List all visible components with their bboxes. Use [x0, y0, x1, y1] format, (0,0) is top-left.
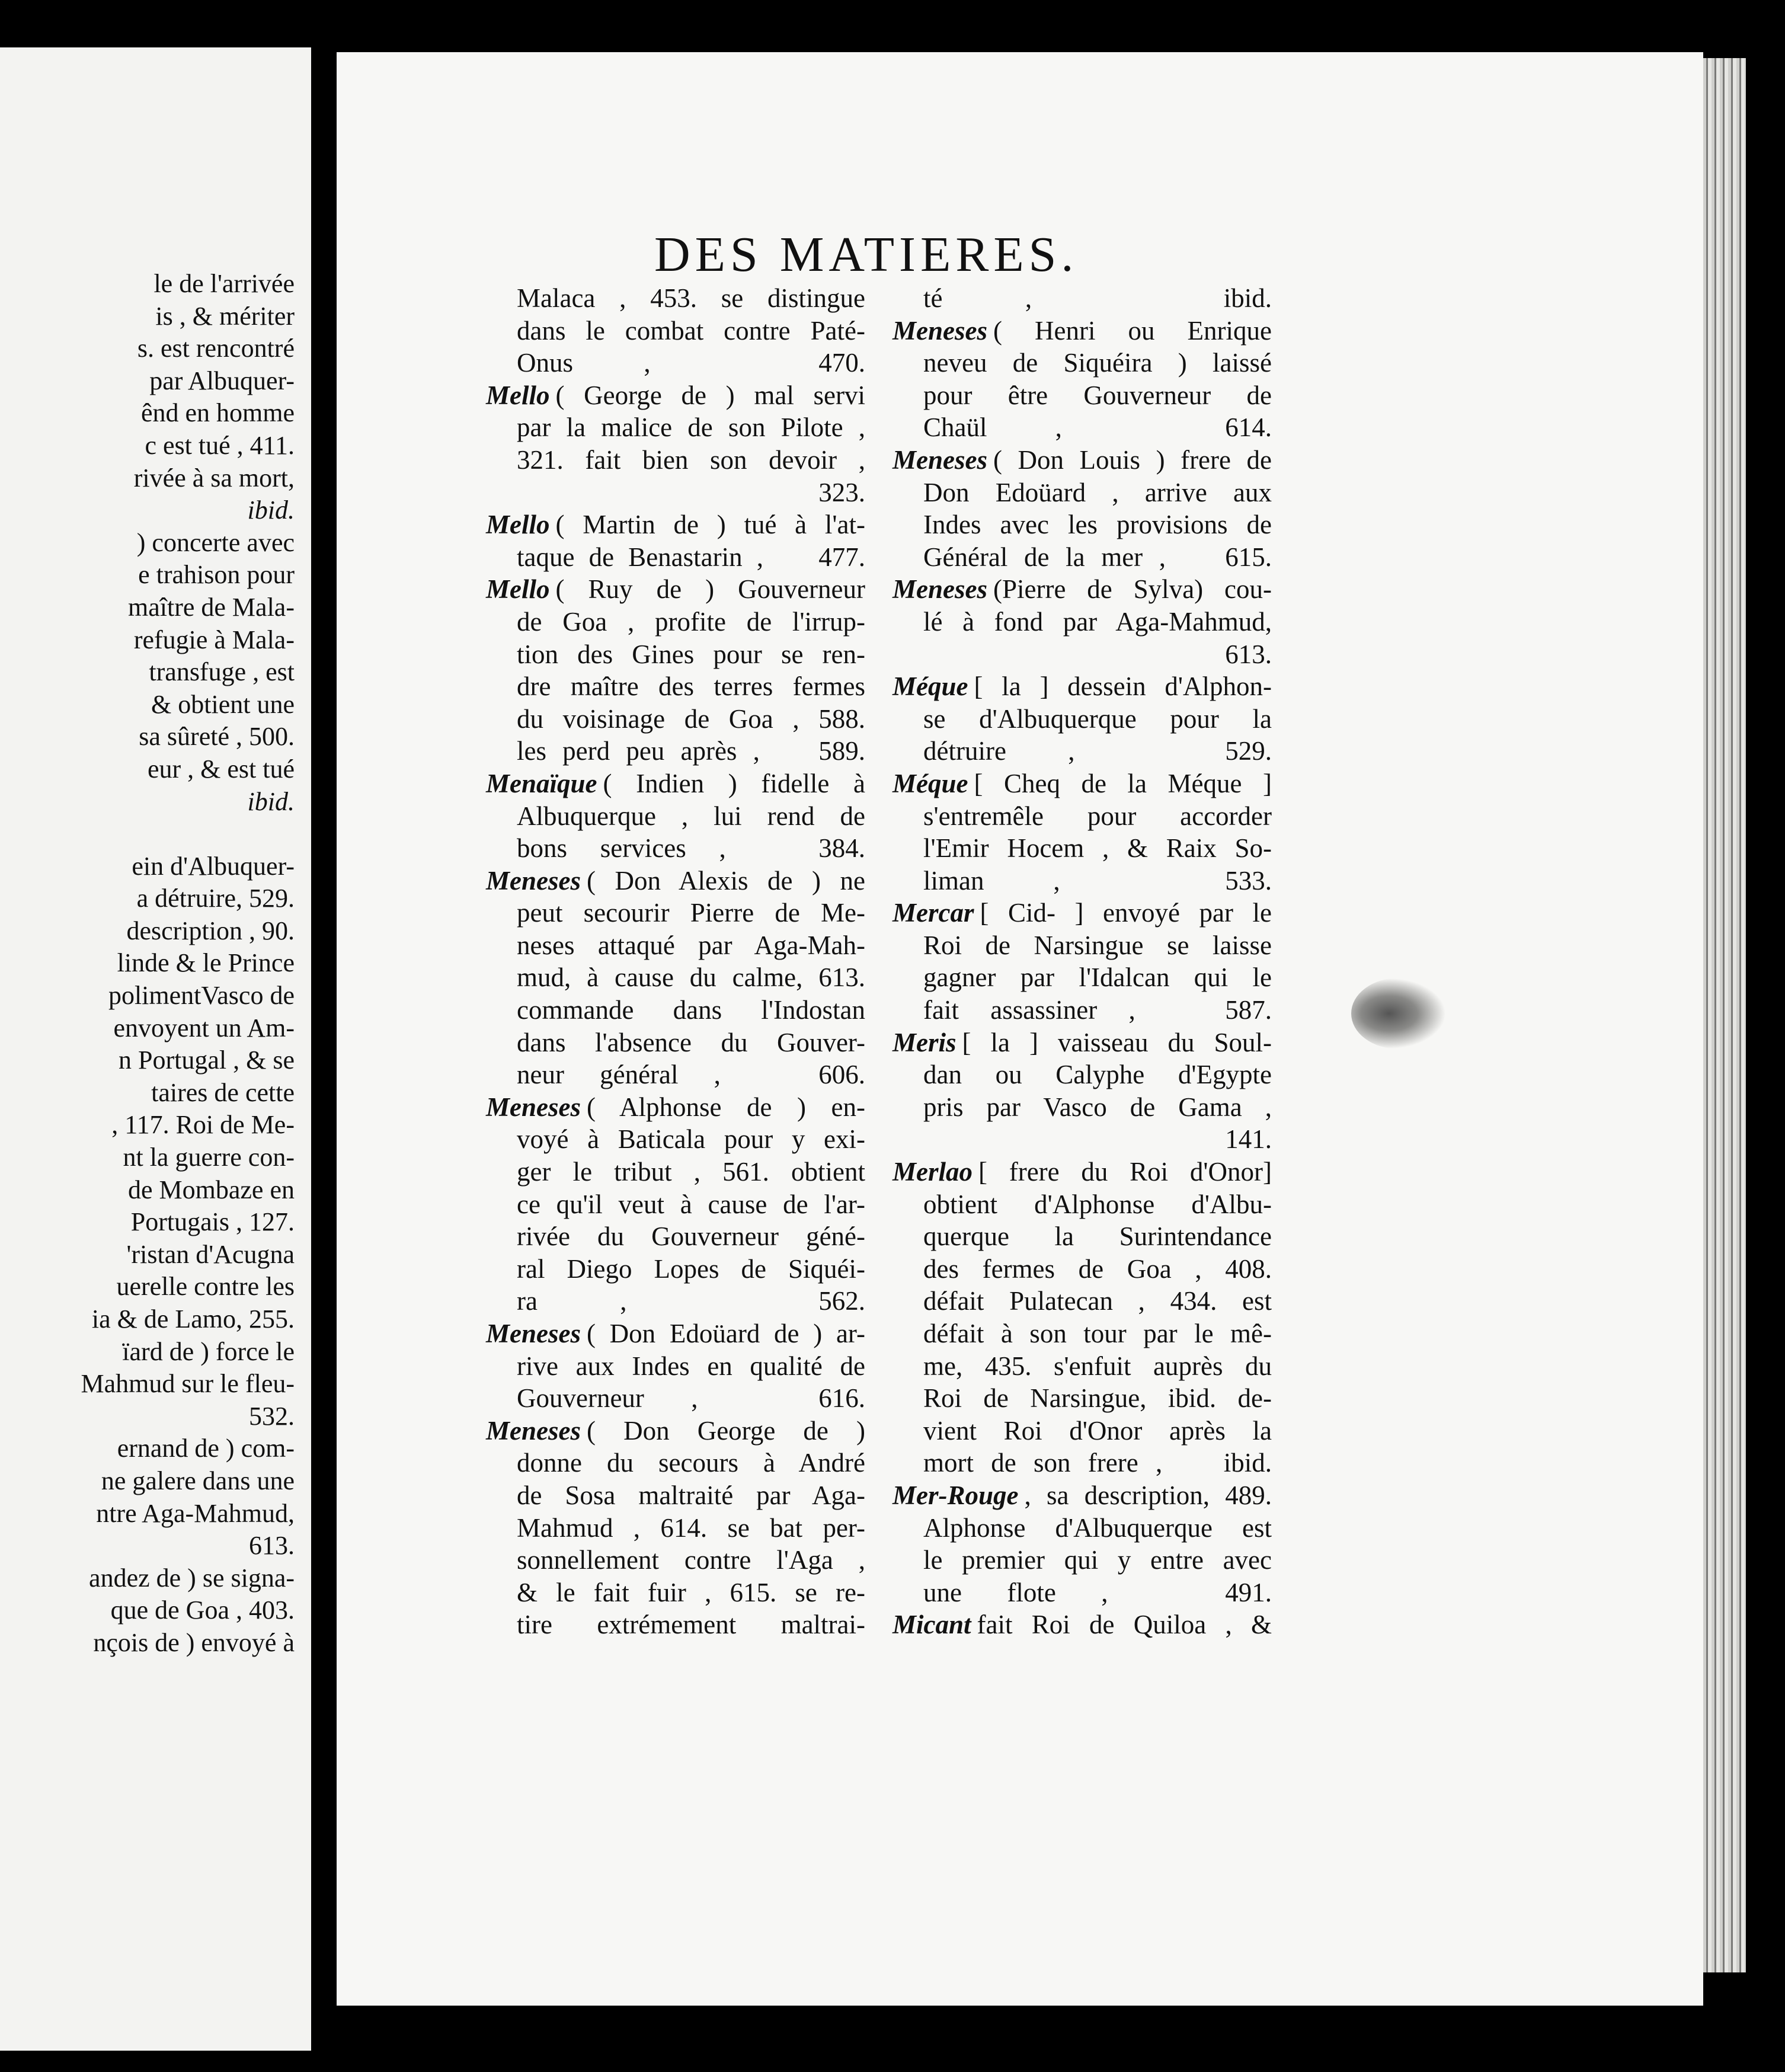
index-keyword: Meneses — [892, 445, 987, 475]
index-entry — [486, 509, 865, 541]
index-keyword: Meris — [892, 1027, 957, 1057]
index-continuation-line: liman , 533. — [923, 865, 1272, 896]
previous-page-line: sa sûreté , 500. — [139, 722, 295, 752]
previous-page-line: s. est rencontré — [137, 334, 295, 363]
index-keyword: Meneses — [486, 1319, 581, 1348]
index-continuation-line: Gouverneur , 616. — [517, 1383, 865, 1414]
index-continuation-line: Malaca , 453. se distingue — [517, 283, 865, 313]
index-entry-text: [ Cid- ] envoyé par le — [980, 898, 1272, 928]
index-continuation-line: & le fait fuir , 615. se re- — [517, 1577, 865, 1607]
previous-page-line: transfuge , est — [149, 657, 295, 687]
previous-page-line: is , & mériter — [155, 301, 295, 331]
index-continuation-line: querque la Surintendance — [923, 1222, 1272, 1252]
index-continuation-line: dans l'absence du Gouver- — [517, 1027, 865, 1057]
index-column-left — [486, 282, 865, 1641]
index-continuation-line: Alphonse d'Albuquerque est — [923, 1513, 1272, 1543]
index-entry-text: ( Don Alexis de ) ne — [586, 865, 865, 896]
previous-page-line: eur , & est tué — [147, 754, 295, 784]
index-keyword: Meneses — [892, 574, 987, 605]
previous-page-line: 'ristan d'Acugna — [126, 1239, 295, 1269]
index-entry-text: [ Cheq de la Méque ] — [974, 768, 1272, 798]
index-continuation-line: défait à son tour par le mê- — [923, 1319, 1272, 1348]
index-continuation-line: Mahmud , 614. se bat per- — [517, 1513, 865, 1543]
index-continuation-line: Onus , 470. — [517, 348, 865, 378]
index-continuation-line: commande dans l'Indostan — [517, 995, 865, 1025]
previous-page-fragment — [0, 47, 311, 2051]
index-entry — [892, 573, 1272, 606]
index-continuation-line: obtient d'Alphonse d'Albu- — [923, 1189, 1272, 1219]
index-keyword: Mercar — [892, 898, 974, 928]
previous-page-line — [0, 818, 295, 850]
index-continuation-line: ra , 562. — [517, 1286, 865, 1316]
index-keyword: Meneses — [486, 1415, 581, 1446]
index-continuation-line: tion des Gines pour se ren- — [517, 639, 865, 669]
index-continuation-line: vient Roi d'Onor après la — [923, 1415, 1272, 1446]
index-entry — [892, 897, 1272, 929]
previous-page-line: e trahison pour — [138, 560, 295, 590]
page-reference: 141. — [1225, 1124, 1272, 1155]
index-entry-text: ( Martin de ) tué à l'at- — [555, 510, 865, 540]
index-continuation-line: ce qu'il veut à cause de l'ar- — [517, 1189, 865, 1219]
index-continuation-line: détruire , 529. — [923, 736, 1272, 766]
previous-page-line: ênd en homme — [140, 398, 295, 428]
ink-smudge — [1351, 978, 1446, 1049]
index-entry — [892, 768, 1272, 800]
index-continuation-line: taque de Benastarin , 477. — [517, 542, 865, 572]
previous-page-line: ibid. — [247, 786, 295, 816]
index-entry — [892, 1479, 1272, 1512]
previous-page-line: maître de Mala- — [128, 592, 295, 622]
index-continuation-line: Général de la mer , 615. — [923, 542, 1272, 572]
index-entry-text: ( Don George de ) — [586, 1415, 865, 1446]
index-keyword: Micant — [892, 1610, 971, 1640]
previous-page-line: andez de ) se signa- — [89, 1563, 295, 1593]
index-entry-text: ( George de ) mal servi — [555, 380, 865, 410]
index-continuation-line: neur général , 606. — [517, 1060, 865, 1090]
previous-page-line: ernand de ) com- — [117, 1434, 295, 1463]
index-entry — [892, 1027, 1272, 1059]
index-continuation-line: neses attaqué par Aga-Mah- — [517, 930, 865, 960]
index-column-right — [892, 282, 1272, 1641]
index-keyword: Mer-Rouge — [892, 1480, 1019, 1510]
previous-page-line: c est tué , 411. — [145, 430, 295, 460]
previous-page-line: description , 90. — [126, 916, 295, 945]
index-entry-text: ( Henri ou Enrique — [993, 315, 1272, 346]
index-entry-text: , sa description, 489. — [1024, 1480, 1272, 1510]
previous-page-text-column — [0, 268, 295, 1659]
index-entry — [486, 379, 865, 412]
index-keyword: Mello — [486, 574, 550, 605]
previous-page-line: ïard de ) force le — [122, 1336, 295, 1366]
index-entry-text: fait Roi de Quiloa , & — [977, 1610, 1272, 1640]
previous-page-line: ein d'Albuquer- — [132, 851, 295, 881]
previous-page-line: ia & de Lamo, 255. — [91, 1304, 295, 1334]
index-continuation-line: pris par Vasco de Gama , — [923, 1092, 1272, 1122]
index-entry-text: [ la ] dessein d'Alphon- — [974, 672, 1272, 702]
previous-page-line: Mahmud sur le fleu- — [81, 1369, 295, 1399]
index-keyword: Meneses — [486, 865, 581, 896]
index-continuation-line: 321. fait bien son devoir , — [517, 445, 865, 475]
previous-page-line: de Mombaze en — [128, 1175, 295, 1204]
index-continuation-line: de Sosa maltraité par Aga- — [517, 1480, 865, 1510]
index-continuation-line: de Goa , profite de l'irrup- — [517, 606, 865, 637]
index-continuation-line: Indes avec les provisions de — [923, 510, 1272, 540]
index-entry — [892, 670, 1272, 703]
index-continuation-line: neveu de Siquéira ) laissé — [923, 348, 1272, 378]
previous-page-line: uerelle contre les — [116, 1272, 295, 1302]
previous-page-line: linde & le Prince — [117, 948, 295, 978]
index-entry — [892, 1156, 1272, 1188]
index-keyword: Mello — [486, 380, 550, 410]
index-continuation-line: rivée du Gouverneur géné- — [517, 1222, 865, 1252]
index-entry — [486, 573, 865, 606]
index-entry-text: (Pierre de Sylva) cou- — [993, 574, 1272, 605]
index-continuation-line: défait Pulatecan , 434. est — [923, 1286, 1272, 1316]
index-continuation-line: lé à fond par Aga-Mahmud, — [923, 606, 1272, 637]
index-keyword: Méque — [892, 672, 968, 702]
previous-page-line: par Albuquer- — [149, 366, 295, 395]
previous-page-line: rivée à sa mort, — [133, 463, 295, 493]
index-continuation-line: bons services , 384. — [517, 833, 865, 864]
index-entry — [892, 1609, 1272, 1641]
previous-page-line: ntre Aga-Mahmud, — [96, 1498, 295, 1528]
previous-page-line: taires de cette — [151, 1077, 295, 1107]
index-keyword: Merlao — [892, 1157, 973, 1187]
index-entry-text: [ frere du Roi d'Onor] — [978, 1157, 1272, 1187]
index-continuation-line: voyé à Baticala pour y exi- — [517, 1124, 865, 1155]
page-title: DES MATIERES. — [654, 227, 1079, 282]
index-entry-text: ( Indien ) fidelle à — [603, 768, 865, 798]
index-continuation-line: Roi de Narsingue, ibid. de- — [923, 1383, 1272, 1414]
previous-page-line: Portugais , 127. — [130, 1207, 295, 1237]
previous-page-line: & obtient une — [151, 689, 295, 719]
index-keyword: Menaïque — [486, 768, 597, 798]
index-continuation-line: pour être Gouverneur de — [923, 380, 1272, 410]
previous-page-line: 613. — [249, 1531, 295, 1561]
index-keyword: Meneses — [892, 315, 987, 346]
index-continuation-line: par la malice de son Pilote , — [517, 413, 865, 443]
index-continuation-line: sonnellement contre l'Aga , — [517, 1545, 865, 1575]
index-continuation-line: fait assassiner , 587. — [923, 995, 1272, 1025]
index-entry — [486, 1091, 865, 1124]
index-continuation-line: mud, à cause du calme, 613. — [517, 963, 865, 993]
index-continuation-line: s'entremêle pour accorder — [923, 801, 1272, 831]
index-continuation-line: Don Edoüard , arrive aux — [923, 477, 1272, 507]
index-continuation-line: mort de son frere , ibid. — [923, 1448, 1272, 1478]
index-continuation-line: une flote , 491. — [923, 1577, 1272, 1607]
index-continuation-line: ger le tribut , 561. obtient — [517, 1157, 865, 1187]
previous-page-line: 532. — [249, 1401, 295, 1431]
page-reference: 613. — [1225, 639, 1272, 669]
page-edges — [1703, 58, 1746, 1972]
index-entry-text: ( Don Louis ) frere de — [993, 445, 1272, 475]
index-entry — [892, 315, 1272, 347]
index-continuation-line: Roi de Narsingue se laisse — [923, 930, 1272, 960]
previous-page-line: polimentVasco de — [108, 981, 295, 1011]
previous-page-line: envoyent un Am- — [113, 1013, 295, 1043]
previous-page-line: le de l'arrivée — [153, 269, 295, 298]
index-continuation-line: dre maître des terres fermes — [517, 672, 865, 702]
index-continuation-line: tire extrémement maltrai- — [517, 1610, 865, 1640]
index-entry-text: ( Ruy de ) Gouverneur — [555, 574, 865, 605]
index-entry — [892, 444, 1272, 477]
previous-page-line: a détruire, 529. — [136, 884, 295, 913]
index-continuation-line: dans le combat contre Paté- — [517, 315, 865, 346]
index-continuation-line: Chaül , 614. — [923, 413, 1272, 443]
index-entry-text: [ la ] vaisseau du Soul- — [962, 1027, 1272, 1057]
index-continuation-line: donne du secours à André — [517, 1448, 865, 1478]
previous-page-line: nçois de ) envoyé à — [93, 1627, 295, 1657]
previous-page-line: ibid. — [247, 495, 295, 525]
index-continuation-line: dan ou Calyphe d'Egypte — [923, 1060, 1272, 1090]
index-entry — [486, 865, 865, 897]
previous-page-line: refugie à Mala- — [133, 625, 295, 654]
index-keyword: Meneses — [486, 1092, 581, 1122]
previous-page-line: ) concerte avec — [136, 527, 295, 557]
index-continuation-line: ral Diego Lopes de Siquéi- — [517, 1254, 865, 1284]
index-continuation-line: du voisinage de Goa , 588. — [517, 704, 865, 734]
index-continuation-line: rive aux Indes en qualité de — [517, 1351, 865, 1381]
previous-page-line: nt la guerre con- — [123, 1143, 295, 1172]
index-continuation-line: des fermes de Goa , 408. — [923, 1254, 1272, 1284]
index-continuation-line: me, 435. s'enfuit auprès du — [923, 1351, 1272, 1381]
index-entry — [486, 1318, 865, 1350]
previous-page-line: que de Goa , 403. — [110, 1595, 295, 1625]
index-continuation-line: té , ibid. — [923, 283, 1272, 313]
index-continuation-line: Albuquerque , lui rend de — [517, 801, 865, 831]
index-entry-text: ( Alphonse de ) en- — [586, 1092, 865, 1122]
index-continuation-line: peut secourir Pierre de Me- — [517, 898, 865, 928]
index-keyword: Méque — [892, 768, 968, 798]
previous-page-line: ne galere dans une — [101, 1466, 295, 1495]
index-keyword: Mello — [486, 510, 550, 540]
index-continuation-line: l'Emir Hocem , & Raix So- — [923, 833, 1272, 864]
page-reference: 323. — [818, 477, 865, 507]
index-continuation-line: gagner par l'Idalcan qui le — [923, 963, 1272, 993]
index-continuation-line: le premier qui y entre avec — [923, 1545, 1272, 1575]
index-entry — [486, 1415, 865, 1447]
previous-page-line: , 117. Roi de Me- — [111, 1110, 295, 1140]
index-continuation-line: les perd peu après , 589. — [517, 736, 865, 766]
previous-page-line: n Portugal , & se — [119, 1045, 295, 1075]
index-continuation-line: se d'Albuquerque pour la — [923, 704, 1272, 734]
index-entry-text: ( Don Edoüard de ) ar- — [586, 1319, 865, 1348]
index-entry — [486, 768, 865, 800]
